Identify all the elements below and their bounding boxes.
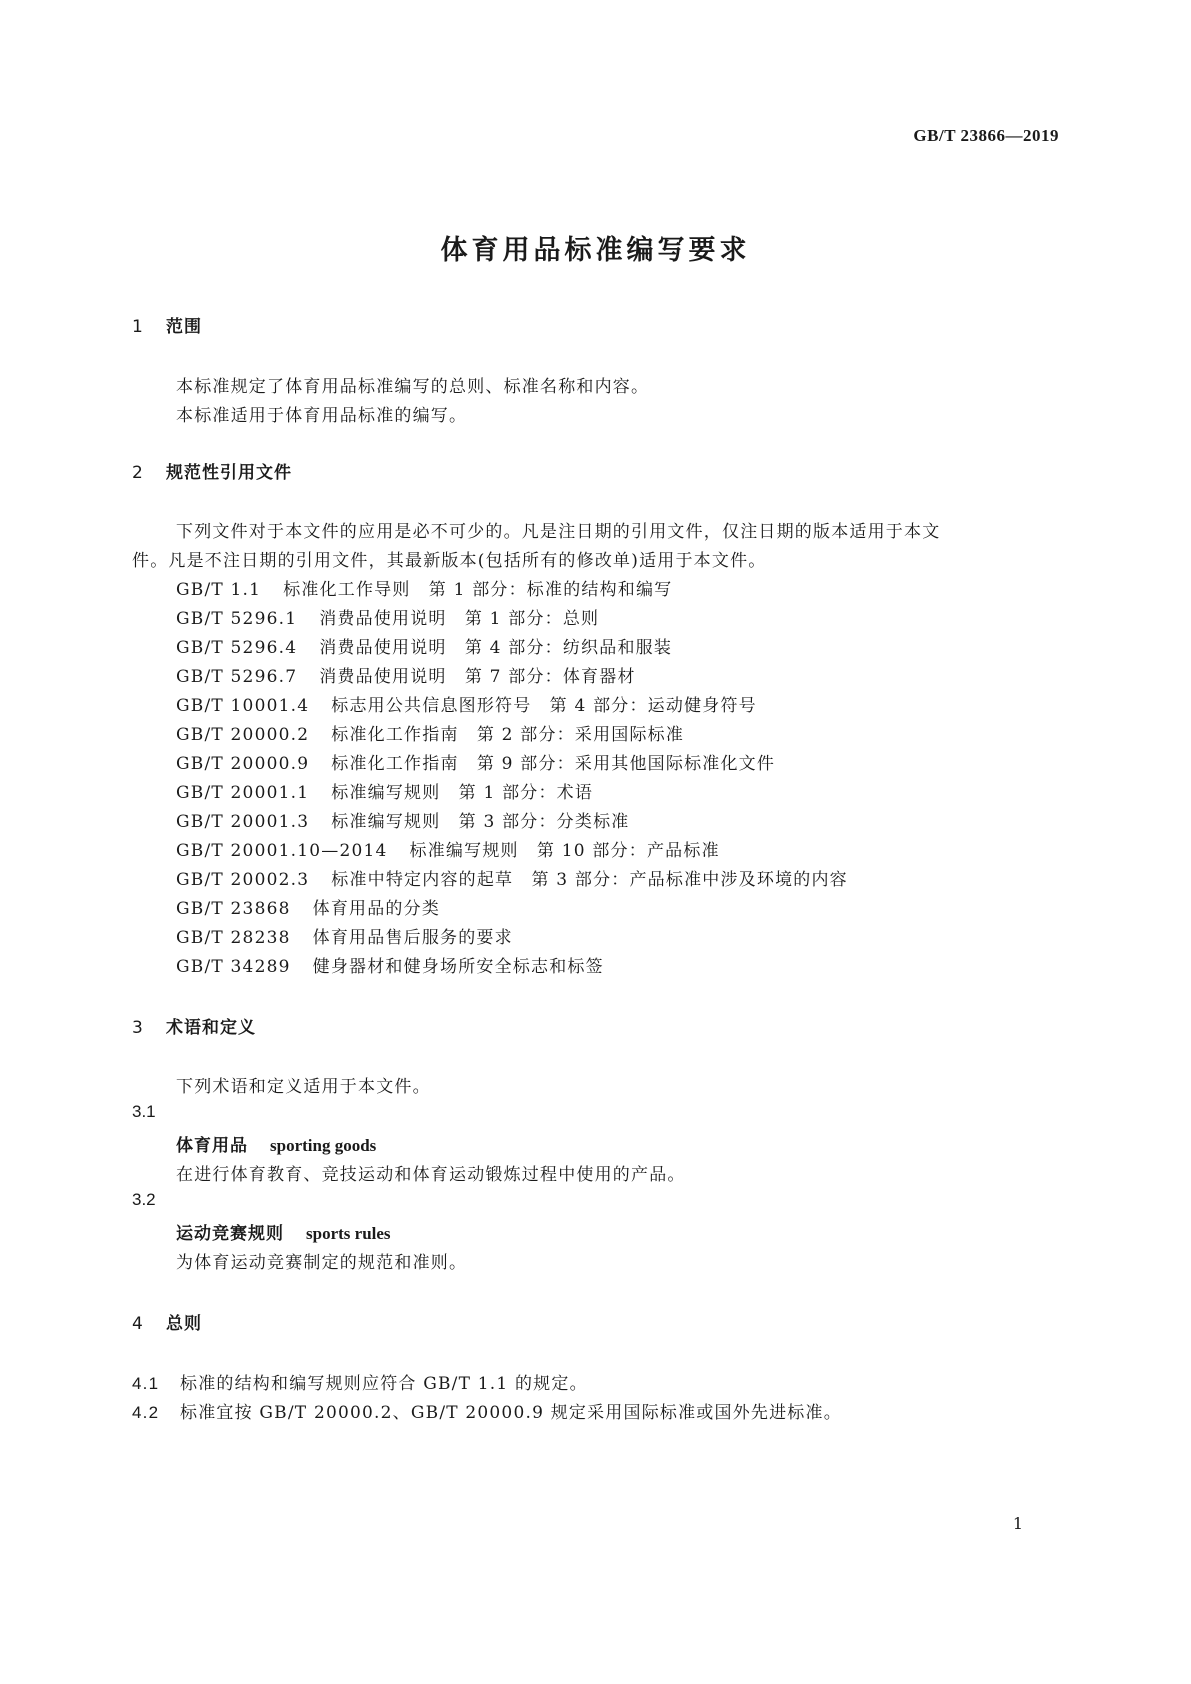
reference-item — [176, 836, 720, 861]
reference-item — [176, 662, 636, 687]
section-title: 规范性引用文件 — [166, 463, 292, 483]
reference-code: GB/T 20002.3 — [176, 870, 310, 890]
term-definition: 为体育运动竞赛制定的规范和准则。 — [176, 1253, 468, 1273]
reference-code: GB/T 1.1 — [176, 580, 262, 600]
reference-code: GB/T 5296.1 — [176, 609, 298, 629]
standard-code: GB/T 23866—2019 — [913, 126, 1059, 145]
reference-code: GB/T 20001.1 — [176, 783, 310, 803]
reference-item — [176, 604, 599, 629]
term-number: 3.2 — [132, 1190, 156, 1209]
clause-text: 标准的结构和编写规则应符合 GB/T 1.1 的规定。 — [180, 1374, 588, 1394]
reference-item — [176, 749, 775, 774]
reference-title: 标志用公共信息图形符号 第 4 部分：运动健身符号 — [331, 696, 757, 716]
reference-code: GB/T 34289 — [176, 957, 291, 977]
section-3-heading — [132, 1013, 256, 1038]
section-title: 总则 — [166, 1314, 202, 1334]
term-name-en: sports rules — [306, 1224, 391, 1243]
clause-item — [132, 1369, 588, 1394]
term-name — [176, 1219, 391, 1244]
term-definition: 在进行体育教育、竞技运动和体育运动锻炼过程中使用的产品。 — [176, 1165, 686, 1185]
section-4-heading — [132, 1309, 202, 1334]
term-number: 3.1 — [132, 1102, 156, 1121]
reference-title: 消费品使用说明 第 1 部分：总则 — [319, 609, 600, 629]
section-title: 术语和定义 — [166, 1018, 256, 1038]
reference-item — [176, 691, 757, 716]
section-number: 3 — [132, 1018, 144, 1038]
reference-title: 消费品使用说明 第 7 部分：体育器材 — [319, 667, 636, 687]
reference-item — [176, 807, 629, 832]
term-name-en: sporting goods — [270, 1136, 377, 1155]
term-name — [176, 1131, 376, 1156]
reference-code: GB/T 20000.2 — [176, 725, 310, 745]
reference-item — [176, 575, 672, 600]
reference-code: GB/T 5296.4 — [176, 638, 298, 658]
reference-item — [176, 894, 440, 919]
clause-item — [132, 1398, 842, 1423]
reference-title: 健身器材和健身场所安全标志和标签 — [312, 957, 604, 977]
section-number: 4 — [132, 1314, 144, 1334]
reference-title: 标准化工作指南 第 2 部分：采用国际标准 — [331, 725, 685, 745]
terms-intro: 下列术语和定义适用于本文件。 — [176, 1077, 431, 1097]
reference-code: GB/T 23868 — [176, 899, 291, 919]
references-intro-line: 下列文件对于本文件的应用是必不可少的。凡是注日期的引用文件，仅注日期的版本适用于本文 — [176, 522, 941, 542]
term-name-zh: 体育用品 — [176, 1136, 248, 1156]
reference-title: 标准化工作指南 第 9 部分：采用其他国际标准化文件 — [331, 754, 776, 774]
reference-code: GB/T 10001.4 — [176, 696, 310, 716]
reference-title: 标准编写规则 第 1 部分：术语 — [331, 783, 594, 803]
clause-text: 标准宜按 GB/T 20000.2、GB/T 20000.9 规定采用国际标准或国外先进标准。 — [180, 1403, 842, 1423]
section-1-heading — [132, 312, 202, 337]
reference-code: GB/T 5296.7 — [176, 667, 298, 687]
reference-title: 标准化工作导则 第 1 部分：标准的结构和编写 — [283, 580, 673, 600]
page-number: 1 — [1012, 1514, 1023, 1533]
clause-number: 4.2 — [132, 1403, 160, 1422]
reference-title: 体育用品售后服务的要求 — [312, 928, 513, 948]
references-intro-line: 件。凡是不注日期的引用文件，其最新版本(包括所有的修改单)适用于本文件。 — [132, 551, 767, 571]
reference-title: 体育用品的分类 — [312, 899, 441, 919]
reference-title: 消费品使用说明 第 4 部分：纺织品和服装 — [319, 638, 673, 658]
reference-item — [176, 633, 672, 658]
reference-title: 标准编写规则 第 3 部分：分类标准 — [331, 812, 630, 832]
reference-item — [176, 778, 593, 803]
reference-code: GB/T 20001.10—2014 — [176, 841, 388, 861]
reference-code: GB/T 20001.3 — [176, 812, 310, 832]
section-2-heading — [132, 458, 292, 483]
reference-item — [176, 923, 513, 948]
clause-number: 4.1 — [132, 1374, 160, 1393]
section-number: 2 — [132, 463, 144, 483]
scope-paragraph: 本标准规定了体育用品标准编写的总则、标准名称和内容。 — [176, 377, 650, 397]
section-number: 1 — [132, 317, 144, 337]
reference-item — [176, 720, 684, 745]
section-title: 范围 — [166, 317, 202, 337]
reference-title: 标准中特定内容的起草 第 3 部分：产品标准中涉及环境的内容 — [331, 870, 848, 890]
document-title: 体育用品标准编写要求 — [440, 235, 751, 266]
term-name-zh: 运动竞赛规则 — [176, 1224, 284, 1244]
reference-code: GB/T 20000.9 — [176, 754, 310, 774]
reference-item — [176, 952, 604, 977]
reference-item — [176, 865, 848, 890]
scope-paragraph: 本标准适用于体育用品标准的编写。 — [176, 406, 468, 426]
reference-code: GB/T 28238 — [176, 928, 291, 948]
reference-title: 标准编写规则 第 10 部分：产品标准 — [409, 841, 720, 861]
